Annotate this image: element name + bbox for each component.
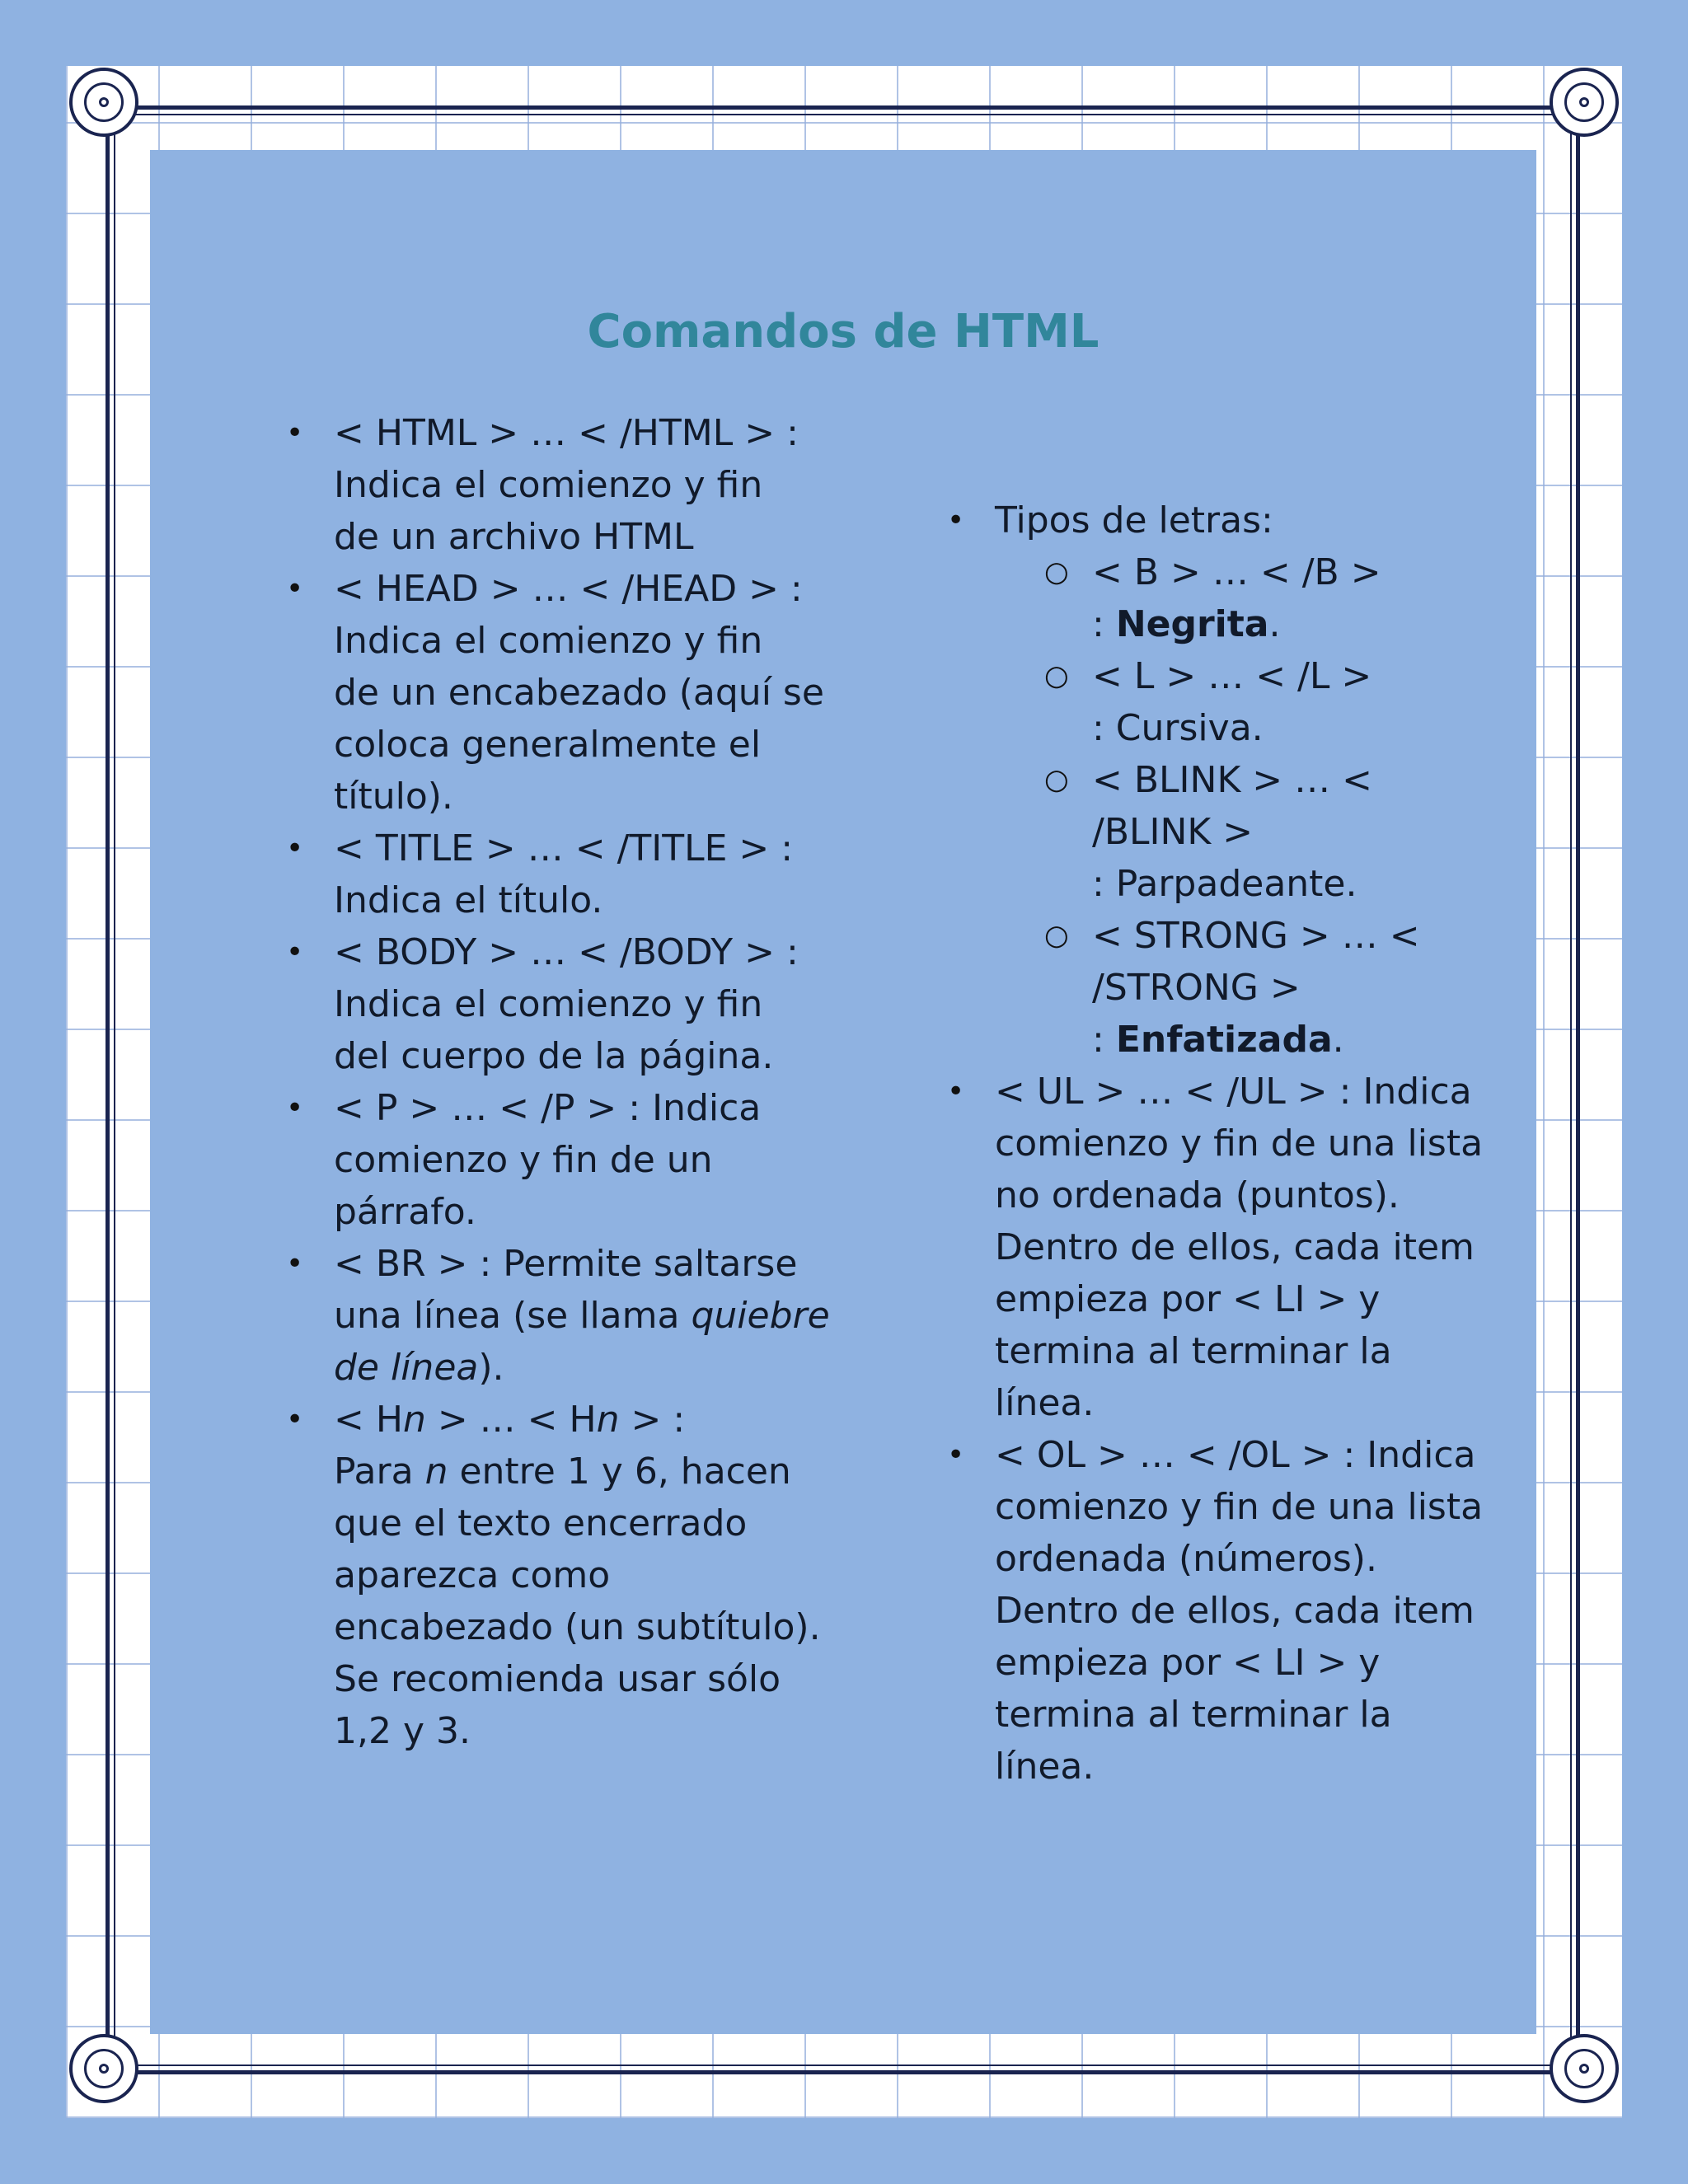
item-text: < HEAD > … < /HEAD > : [334, 568, 803, 610]
item-text: 1,2 y 3. [334, 1710, 471, 1752]
item-text: < TITLE > … < /TITLE > : [334, 827, 794, 869]
item-text: /BLINK > [1092, 811, 1254, 853]
item-text: < OL > … < /OL > : Indica [995, 1434, 1476, 1476]
bullet-icon: • [947, 1075, 965, 1108]
border-rule-bottom-thin [99, 2064, 1589, 2066]
item-text: empieza por < LI > y [995, 1642, 1381, 1684]
border-rule-top [99, 105, 1589, 110]
list-item [286, 1238, 830, 1394]
item-text: Indica el comienzo y fin [334, 983, 763, 1025]
item-text: termina al terminar la [995, 1330, 1392, 1372]
item-text [334, 1342, 812, 1394]
list-item [286, 1082, 812, 1238]
item-text: /STRONG > [1092, 967, 1301, 1009]
item-text: de un encabezado (aquí se [334, 672, 824, 714]
item-text-part: < H [334, 1399, 403, 1441]
item-text: no ordenada (puntos). [995, 1174, 1400, 1216]
item-text [1092, 1014, 1473, 1066]
item-text: comienzo y fin de una lista [995, 1486, 1484, 1528]
item-text-part: . [1268, 603, 1281, 645]
item-text: título). [334, 776, 453, 818]
item-text: párrafo. [334, 1191, 476, 1233]
list-item [286, 926, 812, 1082]
item-text-part: : [1092, 603, 1116, 645]
list-item [947, 1066, 1484, 1429]
item-text-part: una línea (se llama [334, 1295, 692, 1337]
item-text: que el texto encerrado [334, 1502, 748, 1544]
item-text: aparezca como [334, 1554, 611, 1596]
list-item [947, 494, 1473, 546]
bullet-icon: • [286, 935, 304, 969]
list-item [286, 407, 812, 563]
border-rule-bottom [99, 2070, 1589, 2074]
circle-bullet-icon: ○ [1044, 763, 1069, 796]
border-rule-right-thin [1570, 99, 1572, 2085]
border-rule-top-thin [99, 114, 1589, 115]
item-text: comienzo y fin de un [334, 1139, 713, 1181]
bullet-icon: • [286, 572, 304, 606]
right-column [947, 494, 1484, 1793]
bullet-icon: • [286, 1247, 304, 1281]
item-text: empieza por < LI > y [995, 1278, 1381, 1320]
item-text: < BODY > … < /BODY > : [334, 931, 799, 973]
item-text: termina al terminar la [995, 1694, 1392, 1736]
item-text: < BR > : Permite saltarse [334, 1243, 798, 1285]
italic-text: n [596, 1399, 620, 1441]
item-text: comienzo y fin de una lista [995, 1122, 1484, 1165]
corner-ornament-icon [1550, 2034, 1619, 2103]
item-text-part: . [1332, 1019, 1344, 1061]
bullet-icon: • [286, 832, 304, 865]
left-command-list [286, 407, 830, 1757]
list-item [286, 563, 824, 823]
item-text-part: entre 1 y 6, hacen [448, 1451, 791, 1493]
item-text: Indica el comienzo y fin [334, 464, 763, 506]
sub-list-item [1044, 650, 1473, 754]
italic-text: n [402, 1399, 426, 1441]
item-text [334, 1394, 812, 1446]
item-text: < B > … < /B > [1092, 551, 1381, 593]
item-text: < STRONG > … < [1092, 915, 1420, 957]
item-text-part: : [1092, 1019, 1116, 1061]
bullet-icon: • [947, 1438, 965, 1472]
item-text: < HTML > … < /HTML > : [334, 412, 799, 454]
italic-text: quiebre [691, 1295, 830, 1337]
item-text: Dentro de ellos, cada item [995, 1226, 1475, 1268]
corner-ornament-icon [69, 68, 138, 137]
italic-text: n [424, 1451, 448, 1493]
item-text: Tipos de letras: [995, 499, 1273, 541]
sub-list-item [1044, 910, 1473, 1066]
item-text: de un archivo HTML [334, 516, 694, 558]
sub-list-item [1044, 754, 1473, 910]
list-item [286, 1394, 821, 1757]
item-text-part: > … < H [425, 1399, 597, 1441]
border-rule-left-thin [114, 99, 115, 2085]
right-command-list-continued [947, 1066, 1484, 1793]
item-text: : Parpadeante. [1092, 863, 1357, 905]
item-text [1092, 598, 1473, 650]
item-text: ordenada (números). [995, 1538, 1377, 1580]
item-text: Indica el comienzo y fin [334, 620, 763, 662]
item-text-part: ). [478, 1347, 504, 1389]
corner-ornament-icon [69, 2034, 138, 2103]
right-command-list [947, 494, 1473, 546]
item-text: Se recomienda usar sólo [334, 1658, 781, 1700]
border-rule-right [1576, 99, 1580, 2085]
item-text: < P > … < /P > : Indica [334, 1087, 762, 1129]
bullet-icon: • [286, 1091, 304, 1125]
item-text [334, 1446, 812, 1497]
border-rule-left [106, 99, 110, 2085]
item-text: < BLINK > … < [1092, 759, 1372, 801]
italic-text: de línea [334, 1347, 479, 1389]
page-title: Comandos de HTML [587, 305, 1100, 359]
bold-text: Negrita [1115, 603, 1269, 645]
item-text: Dentro de ellos, cada item [995, 1590, 1475, 1632]
item-text: coloca generalmente el [334, 724, 762, 766]
circle-bullet-icon: ○ [1044, 555, 1069, 588]
list-item [286, 823, 812, 926]
item-text: del cuerpo de la página. [334, 1035, 774, 1077]
item-text: línea. [995, 1382, 1095, 1424]
left-column [286, 407, 830, 1757]
circle-bullet-icon: ○ [1044, 659, 1069, 692]
bullet-icon: • [286, 416, 304, 450]
item-text-part: Para [334, 1451, 425, 1493]
item-text-part: > : [619, 1399, 686, 1441]
sub-list-item [1044, 546, 1473, 650]
item-text [334, 1290, 830, 1342]
item-text: : Cursiva. [1092, 707, 1264, 749]
item-text: Indica el título. [334, 879, 603, 921]
item-text: línea. [995, 1746, 1095, 1788]
item-text: < L > … < /L > [1092, 655, 1372, 697]
circle-bullet-icon: ○ [1044, 919, 1069, 952]
list-item [947, 1429, 1484, 1793]
bullet-icon: • [286, 1403, 304, 1436]
item-text: < UL > … < /UL > : Indica [995, 1071, 1472, 1113]
item-text: encabezado (un subtítulo). [334, 1606, 821, 1648]
corner-ornament-icon [1550, 68, 1619, 137]
bullet-icon: • [947, 504, 965, 537]
font-types-sublist [995, 546, 1473, 1066]
bold-text: Enfatizada [1115, 1019, 1333, 1061]
